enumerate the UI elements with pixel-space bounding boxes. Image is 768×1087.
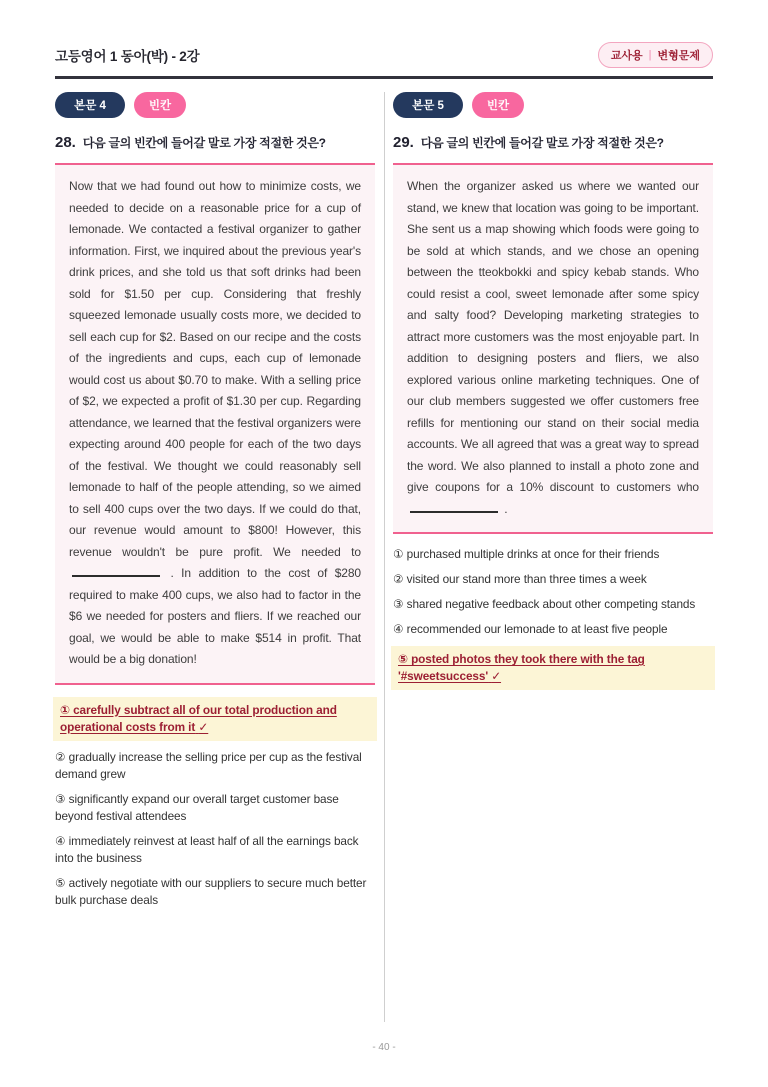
answer-check-icon: ✓ [491, 669, 502, 683]
passage-segment-before-blank: Now that we had found out how to minimize costs, we needed to decide on a reasonable price for a cup of lemonade. We contacted a festival organizer to gather information. First, we inquired about the previous year's drink prices, and she told us that soft drinks had been sold for $1.50 per cup. Considering that freshly squeezed lemonade usually costs more, we decided to sell each cup for $2. Based on our recipe and the costs of the ingredients and cups, each cup of lemonade would cost us about $0.70 to make. With a selling price of $2, we expected a profit of $1.30 per cup. Regarding attendance, we learned that the festival organizers were expecting around 400 people for each of the two days of the festival. We thought we could reasonably sell lemonade to half of the people attending, so we aimed to sell 400 cups over the two days. If we could do that, our revenue would amount to $800! However, this revenue wouldn't be pure profit. We needed to [69, 179, 361, 559]
header-title: 고등영어 1 동아(박) - 2강 [55, 49, 200, 64]
choice-item: ② gradually increase the selling price per cup as the festival demand grew [55, 749, 362, 781]
choices-list [55, 697, 375, 909]
header-rule [55, 76, 713, 79]
question-heading [55, 134, 375, 151]
page-header [55, 42, 713, 68]
choice-text: ⑤ posted photos they took there with the tag '#sweetsuccess' [398, 652, 645, 683]
column-gap-right [385, 92, 394, 1022]
passage-tag-badge: 본문 5 [393, 92, 463, 118]
choice-item-correct [53, 697, 377, 741]
column-gap-left [375, 92, 384, 1022]
choice-text: ① carefully subtract all of our total production and operational costs from it [60, 702, 337, 734]
blank-line [72, 570, 160, 577]
choice-item: ④ immediately reinvest at least half of all the earnings back into the business [55, 833, 359, 865]
question-column-left [55, 92, 375, 1022]
question-prompt: 다음 글의 빈칸에 들어갈 말로 가장 적절한 것은? [82, 136, 326, 150]
teacher-badge-separator: | [648, 49, 652, 61]
passage-segment-after-blank: . [501, 501, 508, 516]
passage-box [393, 163, 713, 534]
tag-row [55, 92, 375, 118]
teacher-badge-right-label: 변형문제 [657, 50, 700, 62]
question-number: 29. [393, 134, 414, 151]
blank-line [410, 506, 498, 513]
question-number: 28. [55, 134, 76, 151]
teacher-badge-left-label: 교사용 [610, 50, 643, 62]
teacher-edition-badge [598, 42, 713, 68]
choice-item: ① purchased multiple drinks at once for their friends [393, 547, 660, 561]
choice-item: ③ shared negative feedback about other competing stands [393, 597, 696, 611]
question-heading [393, 134, 713, 151]
passage-segment-before-blank: When the organizer asked us where we wanted our stand, we knew that location was going to be important. She sent us a map showing which foods were going to be sold at which stands, and we chose an opening between the tteokbokki and spicy kebab stands. Who could resist a cool, sweet lemonade after some spicy and salty food? Developing marketing strategies to attract more customers was the most enjoyable part. In addition to designing posters and fliers, we also explored various online marketing techniques. One of our club members suggested we offer customers free refills for mentioning our stand on their social media accounts. We all agreed that was a great way to spread the word. We also planned to install a photo zone and give coupons for a 10% discount to customers who [407, 179, 699, 494]
choice-item: ③ significantly expand our overall target customer base beyond festival attendees [55, 791, 339, 823]
choice-item-correct [391, 646, 715, 690]
blank-type-badge: 빈칸 [134, 92, 186, 118]
choice-item: ⑤ actively negotiate with our suppliers to secure much better bulk purchase deals [55, 875, 367, 907]
choices-list [393, 546, 713, 690]
passage-text [69, 176, 361, 671]
passage-text [407, 176, 699, 520]
choice-item: ② visited our stand more than three times a week [393, 572, 647, 586]
question-column-right [393, 92, 713, 1022]
two-column-layout [55, 92, 713, 1022]
answer-check-icon: ✓ [198, 719, 209, 734]
question-prompt: 다음 글의 빈칸에 들어갈 말로 가장 적절한 것은? [420, 136, 664, 150]
blank-type-badge: 빈칸 [472, 92, 524, 118]
passage-tag-badge: 본문 4 [55, 92, 125, 118]
passage-segment-after-blank: . In addition to the cost of $280 required to make 400 cups, we also had to factor in the $6 we needed for posters and fliers. If we reached our goal, we would be able to make $514 in profit. That would be a big donation! [69, 566, 361, 666]
choice-item: ④ recommended our lemonade to at least five people [393, 622, 668, 636]
passage-box [55, 163, 375, 685]
tag-row [393, 92, 713, 118]
page-number: - 40 - [372, 1042, 396, 1053]
